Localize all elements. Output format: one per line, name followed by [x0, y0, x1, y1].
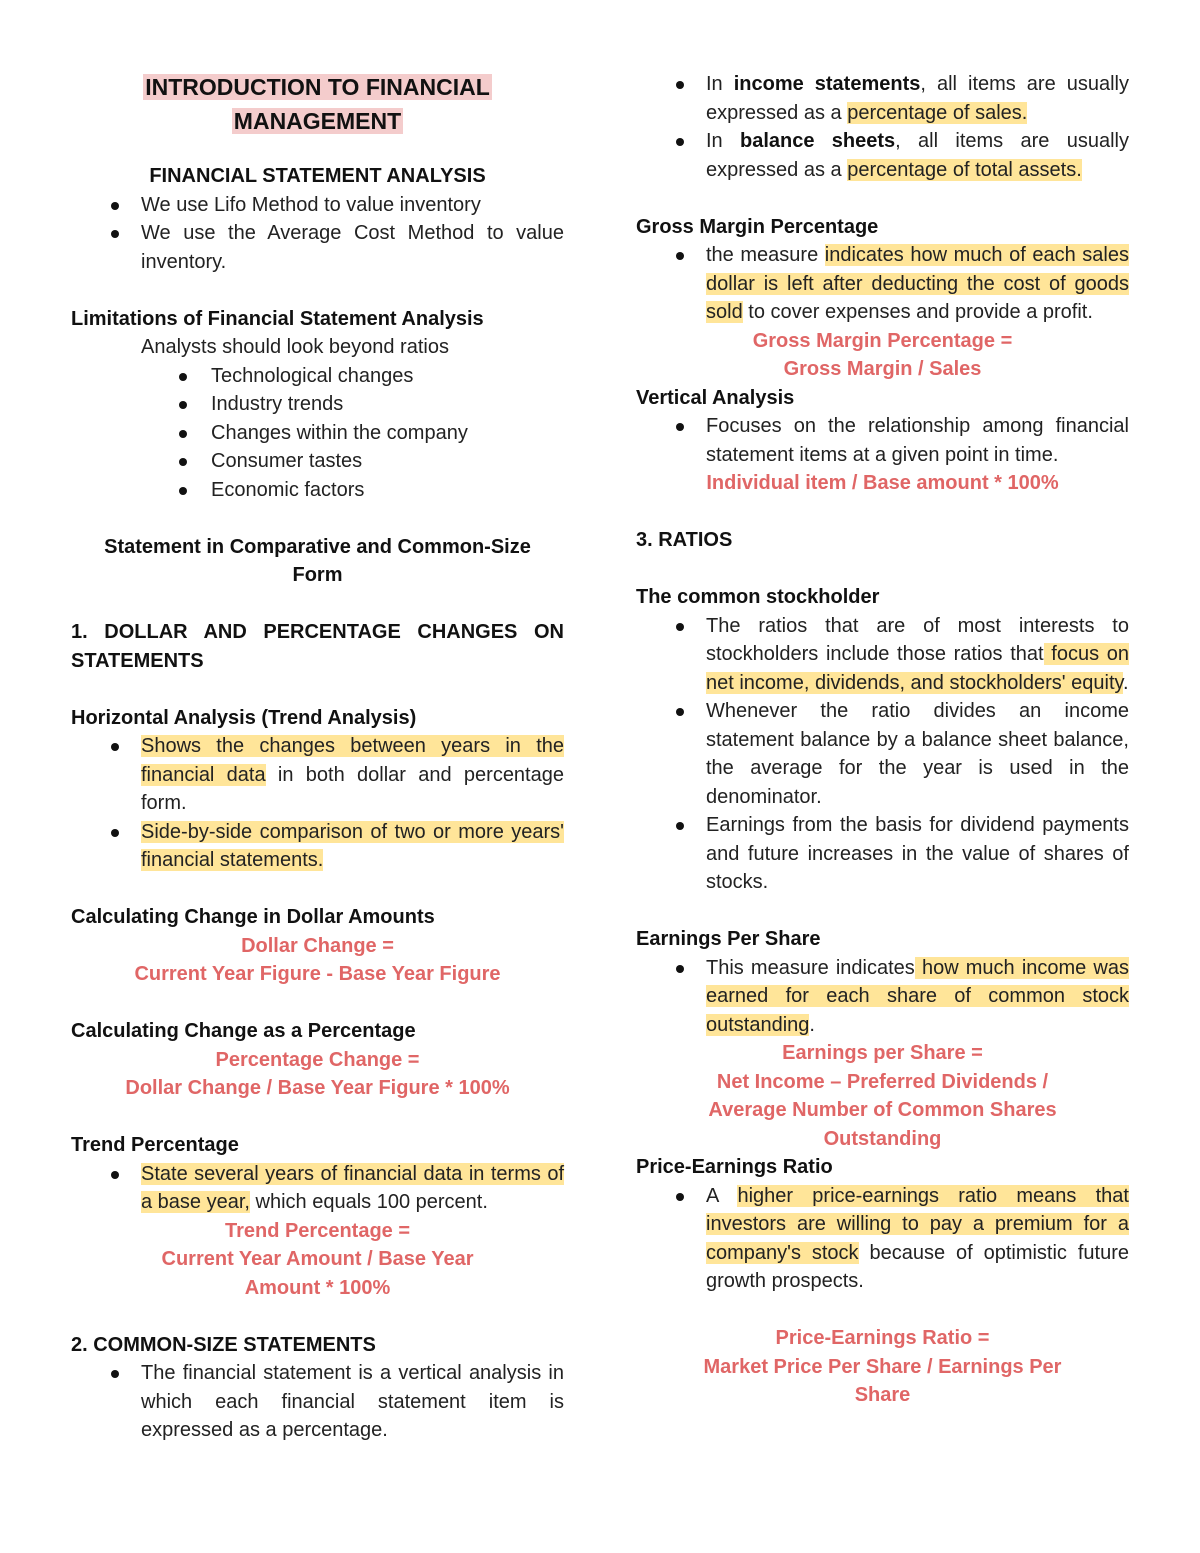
list-item: Earnings from the basis for dividend payments and future increases in the value of shares of stocks. [636, 811, 1129, 897]
highlight: higher price-earnings ratio means that investors are willing to pay a premium for a company's stock [706, 1184, 1129, 1264]
pct-change-heading: Calculating Change as a Percentage [71, 1020, 416, 1042]
formula-line: Gross Margin Percentage = [752, 329, 1013, 352]
list-item [71, 732, 564, 818]
list-item [636, 70, 1129, 127]
common-stockholder-list [636, 612, 1129, 897]
fsa-heading: FINANCIAL STATEMENT ANALYSIS [149, 165, 486, 187]
text: . [1123, 671, 1129, 694]
list-item: Consumer tastes [71, 447, 564, 476]
highlight: how much income was earned for each share of common stock outstanding [706, 956, 1129, 1036]
statement-types-list [636, 70, 1129, 184]
common-stockholder-heading: The common stockholder [636, 586, 880, 608]
gross-margin-heading: Gross Margin Percentage [636, 215, 879, 238]
text: In [706, 130, 740, 152]
list-item: Technological changes [71, 362, 564, 391]
eps-heading: Earnings Per Share [636, 928, 821, 950]
formula-line: Earnings per Share = [782, 1042, 983, 1064]
horizontal-heading: Horizontal Analysis (Trend Analysis) [71, 706, 417, 729]
text: A [706, 1184, 738, 1207]
section-3-heading: 3. RATIOS [636, 529, 733, 551]
list-item: We use the Average Cost Method to value inventory. [71, 219, 564, 276]
limitations-heading: Limitations of Financial Statement Analysis [71, 307, 484, 330]
list-item: Changes within the company [71, 419, 564, 448]
text: , all items are usually expressed as a [706, 73, 1129, 124]
text: to cover expenses and provide a profit. [742, 301, 1093, 323]
common-size-list [71, 1359, 564, 1445]
text: because of optimistic future growth prospects. [706, 1241, 1129, 1292]
text: in both dollar and percentage form. [141, 763, 564, 814]
formula-line: Average Number of Common Shares [708, 1099, 1057, 1121]
document-title [71, 70, 564, 138]
trend-list [71, 1160, 564, 1217]
list-item: Economic factors [71, 476, 564, 505]
text: the measure [706, 244, 825, 266]
bold-term: income statements [733, 73, 921, 95]
formula-line: Percentage Change = [215, 1048, 420, 1071]
pe-list [636, 1182, 1129, 1296]
formula-line: Dollar Change = [241, 934, 394, 957]
text: The ratios that are of most interests to stockholders include those ratios that [706, 614, 1129, 665]
list-item: Whenever the ratio divides an income statement balance by a balance sheet balance, the average for the year is used in the denominator. [636, 697, 1129, 811]
text: In [706, 73, 734, 95]
vertical-heading: Vertical Analysis [636, 386, 795, 409]
right-column [636, 70, 1129, 1410]
eps-list [636, 954, 1129, 1040]
text: . [809, 1013, 815, 1036]
formula-line: Current Year Figure - Base Year Figure [134, 963, 501, 985]
list-item: Industry trends [71, 390, 564, 419]
highlight: State several years of financial data in terms of a base year, [141, 1162, 564, 1213]
list-item [636, 954, 1129, 1040]
comparative-heading-line-1: Statement in Comparative and Common-Size [104, 535, 531, 558]
formula-line: Outstanding [823, 1127, 942, 1150]
list-item: The financial statement is a vertical analysis in which each financial statement item is expressed as a percentage. [71, 1359, 564, 1445]
text: , all items are usually expressed as a [706, 130, 1129, 181]
bold-term: balance sheets [740, 130, 896, 152]
horizontal-list [71, 732, 564, 875]
section-2-heading: 2. COMMON-SIZE STATEMENTS [71, 1333, 376, 1356]
trend-heading: Trend Percentage [71, 1134, 239, 1156]
highlight: Shows the changes between years in the financial data [141, 735, 564, 786]
list-item: Focuses on the relationship among financial statement items at a given point in time. [636, 412, 1129, 469]
comparative-heading [71, 533, 564, 590]
formula-line: Gross Margin / Sales [783, 358, 982, 380]
title-line-2: MANAGEMENT [233, 108, 402, 134]
gross-margin-list [636, 241, 1129, 327]
formula-line: Price-Earnings Ratio = [775, 1327, 990, 1349]
fsa-list [71, 191, 564, 277]
list-item [71, 818, 564, 875]
text: which equals 100 percent. [249, 1191, 488, 1213]
pe-heading: Price-Earnings Ratio [636, 1156, 833, 1178]
formula-line: Dollar Change / Base Year Figure * 100% [125, 1077, 510, 1099]
formula-line: Market Price Per Share / Earnings Per [703, 1355, 1062, 1378]
list-item [636, 127, 1129, 184]
formula-line: Net Income – Preferred Dividends / [716, 1070, 1049, 1093]
limitations-intro: Analysts should look beyond ratios [141, 336, 449, 358]
highlight: Side-by-side comparison of two or more years' financial statements. [141, 820, 564, 871]
vertical-list [636, 412, 1129, 469]
list-item [636, 1182, 1129, 1296]
text: This measure indicates [706, 956, 915, 979]
limitations-list [71, 362, 564, 505]
list-item: We use Lifo Method to value inventory [71, 191, 564, 220]
formula-line: Current Year Amount / Base Year [161, 1248, 474, 1270]
formula-line: Individual item / Base amount * 100% [706, 472, 1059, 494]
left-column [71, 70, 564, 1445]
title-line-1: INTRODUCTION TO FINANCIAL [145, 74, 490, 100]
list-item [636, 612, 1129, 698]
formula-line: Share [854, 1384, 911, 1406]
list-item [636, 241, 1129, 327]
formula-line: Amount * 100% [244, 1276, 391, 1299]
section-1-heading: 1. DOLLAR AND PERCENTAGE CHANGES ON STATEMENTS [71, 621, 564, 672]
comparative-heading-line-2: Form [292, 564, 343, 586]
highlight: percentage of total assets. [847, 158, 1082, 181]
highlight: focus on net income, dividends, and stockholders' equity [706, 643, 1129, 694]
dollar-change-heading: Calculating Change in Dollar Amounts [71, 906, 435, 928]
highlight: indicates how much of each sales dollar is left after deducting the cost of goods sold [706, 244, 1129, 323]
list-item [71, 1160, 564, 1217]
formula-line: Trend Percentage = [224, 1219, 411, 1242]
highlight: percentage of sales. [847, 101, 1028, 124]
